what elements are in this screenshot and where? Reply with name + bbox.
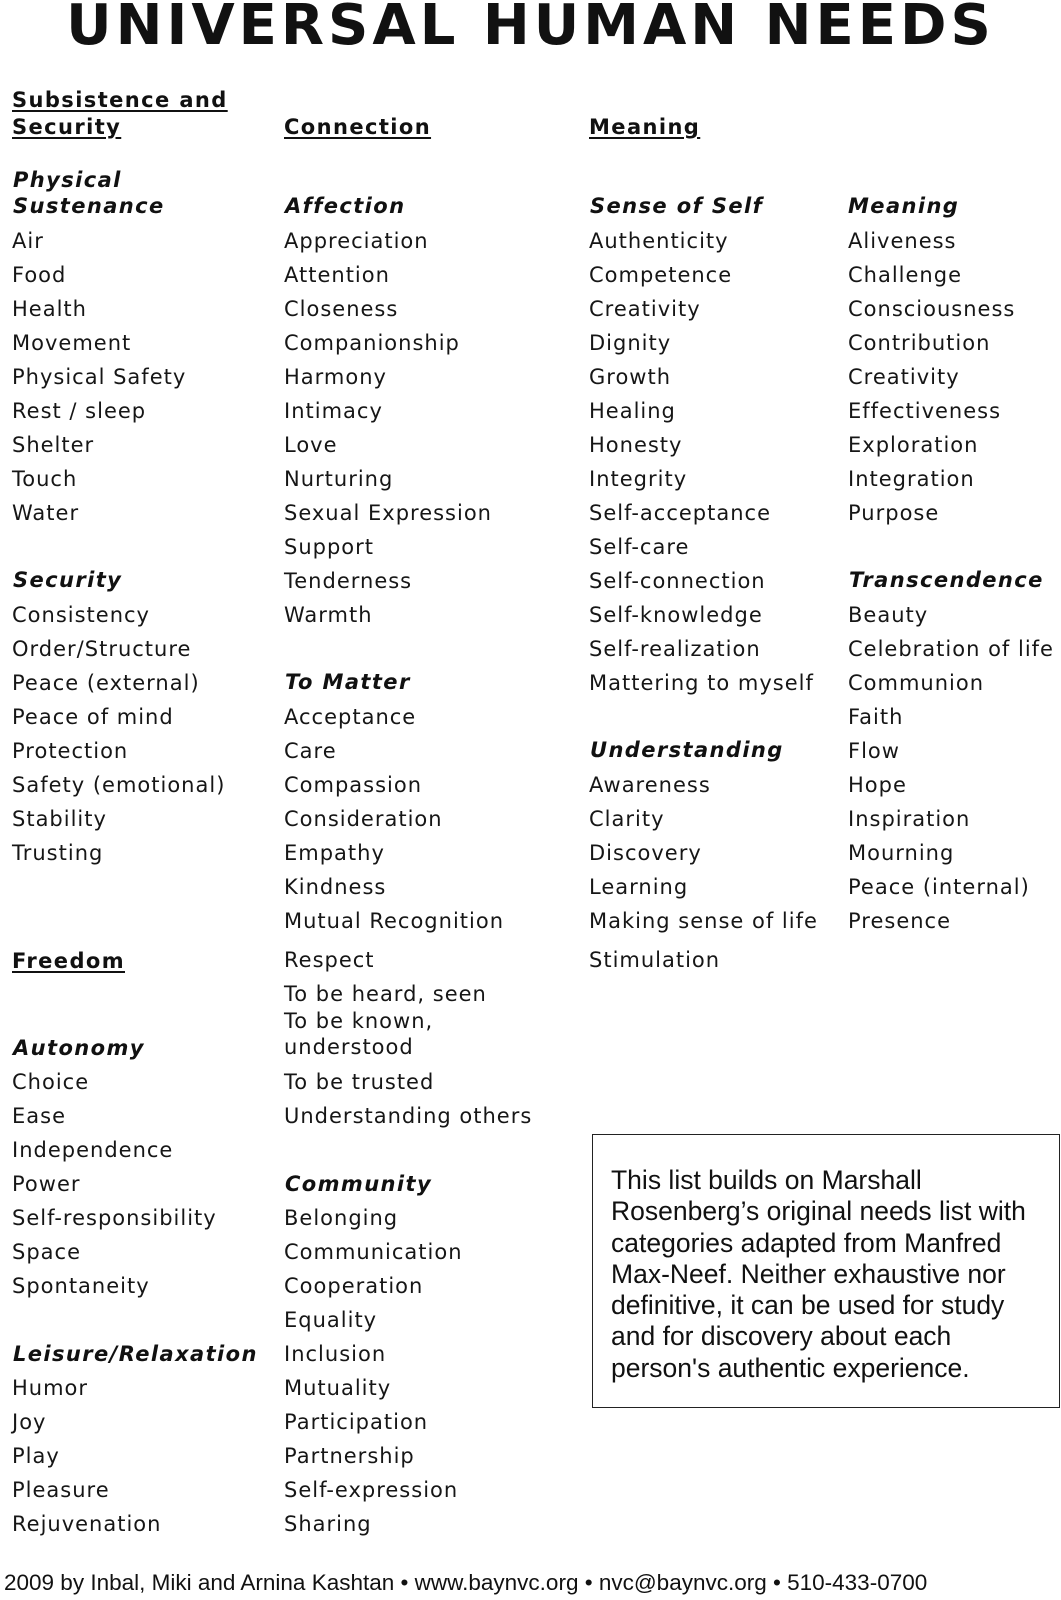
list-item: Harmony bbox=[284, 365, 387, 389]
list-item: Independence bbox=[12, 1138, 174, 1162]
subheading-meaning: Meaning bbox=[848, 194, 960, 218]
list-item: Inspiration bbox=[848, 807, 971, 831]
list-item: Touch bbox=[12, 467, 78, 491]
list-item: Presence bbox=[848, 909, 952, 933]
list-item: Physical Safety bbox=[12, 365, 187, 389]
subheading-sustenance: Sustenance bbox=[13, 194, 165, 218]
list-item: Integrity bbox=[589, 467, 688, 491]
list-item: Tenderness bbox=[284, 569, 413, 593]
list-item: Faith bbox=[848, 705, 904, 729]
list-item: Mutuality bbox=[284, 1376, 392, 1400]
footer-credits: 2009 by Inbal, Miki and Arnina Kashtan • www.baynvc.org • nvc@baynvc.org • 510-433-0700 bbox=[4, 1570, 928, 1595]
list-item: Creativity bbox=[848, 365, 960, 389]
list-item: Joy bbox=[12, 1410, 47, 1434]
list-item: Growth bbox=[589, 365, 672, 389]
list-item: Trusting bbox=[12, 841, 104, 865]
list-item: Making sense of life bbox=[589, 909, 818, 933]
category-heading-connection: Connection bbox=[284, 115, 432, 139]
list-item: Choice bbox=[12, 1070, 90, 1094]
list-item: Mutual Recognition bbox=[284, 909, 505, 933]
category-heading-subsistence: Subsistence and bbox=[12, 88, 228, 112]
list-item: Exploration bbox=[848, 433, 979, 457]
list-item: Ease bbox=[12, 1104, 66, 1128]
subheading-affection: Affection bbox=[285, 194, 406, 218]
list-item: Care bbox=[284, 739, 337, 763]
list-item: Empathy bbox=[284, 841, 385, 865]
list-item: Sexual Expression bbox=[284, 501, 492, 525]
list-item: Compassion bbox=[284, 773, 423, 797]
list-item: Mattering to myself bbox=[589, 671, 814, 695]
list-item: Closeness bbox=[284, 297, 399, 321]
list-item: Creativity bbox=[589, 297, 701, 321]
list-item: Mourning bbox=[848, 841, 955, 865]
list-item: Consistency bbox=[12, 603, 150, 627]
list-item: Challenge bbox=[848, 263, 962, 287]
list-item: Spontaneity bbox=[12, 1274, 150, 1298]
list-item: Aliveness bbox=[848, 229, 957, 253]
list-item: Self-responsibility bbox=[12, 1206, 217, 1230]
list-item: Air bbox=[12, 229, 44, 253]
subheading-transcendence: Transcendence bbox=[849, 568, 1044, 592]
list-item: Peace (external) bbox=[12, 671, 200, 695]
list-item: Self-expression bbox=[284, 1478, 459, 1502]
list-item: Rest / sleep bbox=[12, 399, 147, 423]
list-item: Healing bbox=[589, 399, 676, 423]
list-item: Sharing bbox=[284, 1512, 372, 1536]
list-item: Nurturing bbox=[284, 467, 394, 491]
list-item: understood bbox=[284, 1035, 414, 1059]
list-item: Purpose bbox=[848, 501, 940, 525]
list-item: Integration bbox=[848, 467, 975, 491]
list-item: Water bbox=[12, 501, 80, 525]
list-item: Safety (emotional) bbox=[12, 773, 226, 797]
list-item: Self-connection bbox=[589, 569, 766, 593]
list-item: Partnership bbox=[284, 1444, 415, 1468]
list-item: Self-realization bbox=[589, 637, 761, 661]
list-item: Rejuvenation bbox=[12, 1512, 162, 1536]
list-item: Flow bbox=[848, 739, 900, 763]
list-item: Consciousness bbox=[848, 297, 1016, 321]
list-item: Honesty bbox=[589, 433, 683, 457]
page-title: UNIVERSAL HUMAN NEEDS bbox=[66, 0, 995, 58]
list-item: Communication bbox=[284, 1240, 463, 1264]
subheading-physical: Physical bbox=[13, 168, 122, 192]
list-item: Authenticity bbox=[589, 229, 729, 253]
list-item: Shelter bbox=[12, 433, 95, 457]
list-item: Protection bbox=[12, 739, 129, 763]
subheading-sense-of-self: Sense of Self bbox=[590, 194, 764, 218]
list-item: Hope bbox=[848, 773, 907, 797]
subheading-autonomy: Autonomy bbox=[13, 1036, 145, 1060]
list-item: Food bbox=[12, 263, 67, 287]
list-item: Support bbox=[284, 535, 375, 559]
list-item: Companionship bbox=[284, 331, 460, 355]
list-item: Order/Structure bbox=[12, 637, 192, 661]
list-item: Acceptance bbox=[284, 705, 417, 729]
subheading-leisure-relaxation: Leisure/Relaxation bbox=[13, 1342, 258, 1366]
category-heading-freedom: Freedom bbox=[12, 949, 125, 973]
list-item: Intimacy bbox=[284, 399, 383, 423]
list-item: Stimulation bbox=[589, 948, 721, 972]
subheading-security: Security bbox=[13, 568, 123, 592]
list-item: Space bbox=[12, 1240, 81, 1264]
list-item: Awareness bbox=[589, 773, 711, 797]
list-item: Attention bbox=[284, 263, 390, 287]
note-box bbox=[592, 1134, 1060, 1408]
list-item: Beauty bbox=[848, 603, 929, 627]
list-item: Effectiveness bbox=[848, 399, 1002, 423]
subheading-to-matter: To Matter bbox=[285, 670, 411, 694]
list-item: Inclusion bbox=[284, 1342, 387, 1366]
list-item: Understanding others bbox=[284, 1104, 533, 1128]
list-item: Humor bbox=[12, 1376, 89, 1400]
list-item: Discovery bbox=[589, 841, 702, 865]
list-item: Celebration of life bbox=[848, 637, 1054, 661]
list-item: Appreciation bbox=[284, 229, 429, 253]
category-heading-security: Security bbox=[12, 115, 122, 139]
list-item: Self-acceptance bbox=[589, 501, 771, 525]
list-item: Clarity bbox=[589, 807, 665, 831]
list-item: Kindness bbox=[284, 875, 387, 899]
list-item: Stability bbox=[12, 807, 107, 831]
note-text: This list builds on Marshall Rosenberg’s original needs list with categories adapted from Manfred Max-Neef. Neither exhaustive nor definitive, it can be used for study and for discovery about each person's authentic experience. bbox=[611, 1165, 1026, 1383]
list-item: To be known, bbox=[284, 1009, 434, 1033]
category-heading-meaning: Meaning bbox=[589, 115, 701, 139]
list-item: Competence bbox=[589, 263, 733, 287]
list-item: Equality bbox=[284, 1308, 378, 1332]
list-item: To be trusted bbox=[284, 1070, 435, 1094]
list-item: Cooperation bbox=[284, 1274, 424, 1298]
list-item: Pleasure bbox=[12, 1478, 110, 1502]
list-item: Power bbox=[12, 1172, 81, 1196]
list-item: Self-knowledge bbox=[589, 603, 763, 627]
subheading-understanding: Understanding bbox=[590, 738, 784, 762]
list-item: Warmth bbox=[284, 603, 373, 627]
list-item: Respect bbox=[284, 948, 375, 972]
list-item: Self-care bbox=[589, 535, 690, 559]
list-item: Movement bbox=[12, 331, 132, 355]
list-item: Play bbox=[12, 1444, 60, 1468]
list-item: Belonging bbox=[284, 1206, 399, 1230]
list-item: To be heard, seen bbox=[284, 982, 487, 1006]
list-item: Love bbox=[284, 433, 338, 457]
list-item: Dignity bbox=[589, 331, 672, 355]
list-item: Learning bbox=[589, 875, 689, 899]
list-item: Communion bbox=[848, 671, 985, 695]
list-item: Consideration bbox=[284, 807, 443, 831]
list-item: Contribution bbox=[848, 331, 991, 355]
list-item: Participation bbox=[284, 1410, 429, 1434]
subheading-community: Community bbox=[285, 1172, 433, 1196]
list-item: Peace (internal) bbox=[848, 875, 1030, 899]
list-item: Health bbox=[12, 297, 87, 321]
list-item: Peace of mind bbox=[12, 705, 174, 729]
